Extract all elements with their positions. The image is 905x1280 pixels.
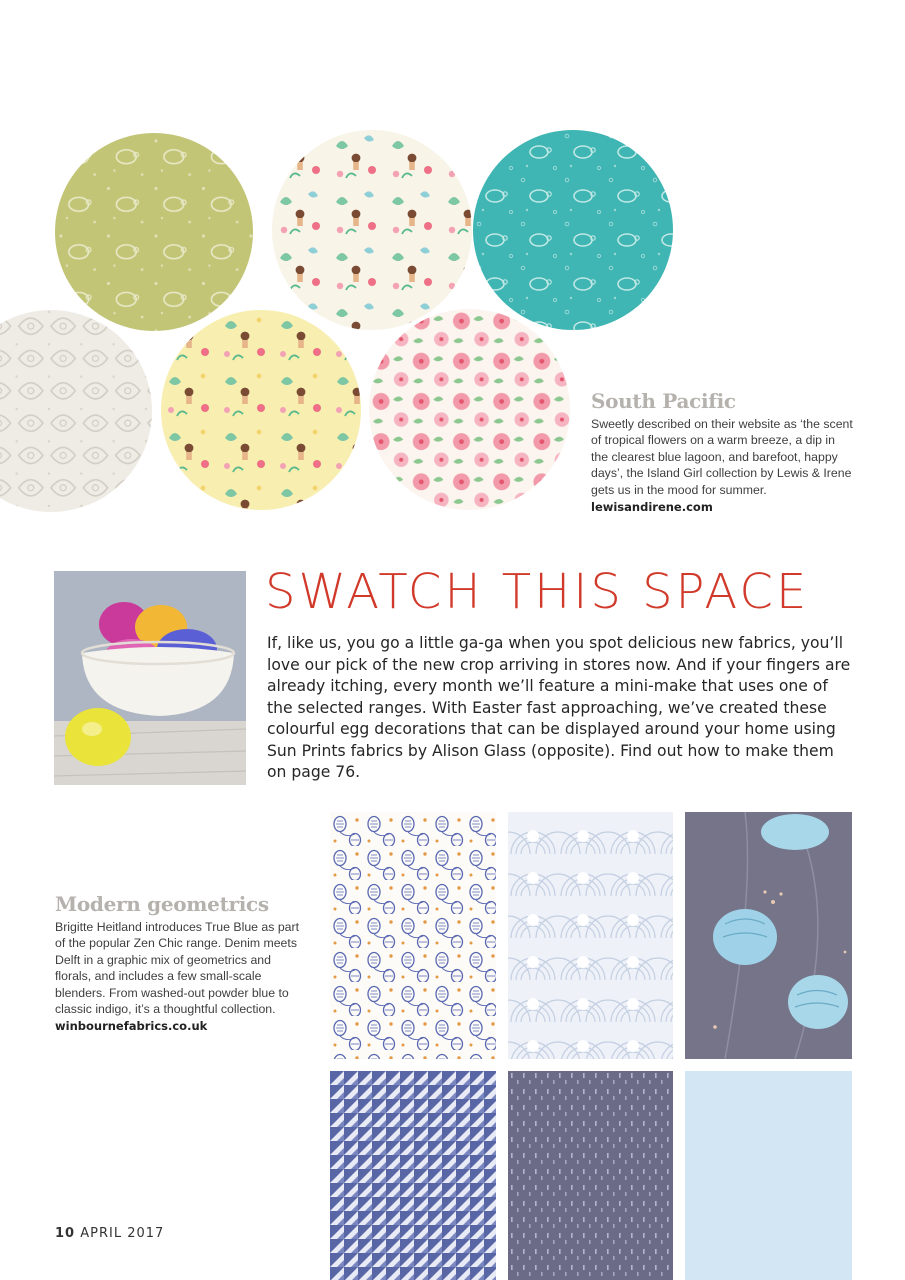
fabric-swatch-teal-turtle xyxy=(473,130,673,330)
issue-date: APRIL 2017 xyxy=(80,1226,165,1241)
modern-geometrics-caption xyxy=(55,892,305,1033)
fabric-swatch-pink-hibiscus xyxy=(369,309,570,510)
page-number: 10 xyxy=(55,1226,76,1241)
feature-intro: If, like us, you go a little ga-ga when you spot delicious new fabrics, you’ll love our pick of the new crop arriving in stores now. And if your fingers are already itching, every month we’ll feature a mini-make that uses one of the selected ranges. With Easter fast approaching, we’ve created these colourful egg decorations that can be displayed around your home using Sun Prints fabrics by Alison Glass (opposite). Find out how to make them on page 76. xyxy=(267,634,851,781)
page-folio xyxy=(55,1226,164,1241)
feature-headline: SWATCH THIS SPACE xyxy=(265,564,810,620)
fabric-swatch-olive-turtle xyxy=(55,133,253,331)
modern-geometrics-link[interactable]: winbournefabrics.co.uk xyxy=(55,1019,208,1034)
south-pacific-title: South Pacific xyxy=(591,389,736,413)
fabric-swatch-slate-dashes xyxy=(508,1071,673,1280)
modern-geometrics-title: Modern geometrics xyxy=(55,892,269,916)
south-pacific-text: Sweetly described on their website as ‘the scent of tropical flowers on a warm breeze, a dip in the clearest blue lagoon, and barefoot, happy days’, the Island Girl collection by Lewis & Irene gets us in the mood for summer. xyxy=(591,417,853,497)
fabric-swatch-grey-paisley xyxy=(0,310,152,512)
fabric-swatch-denim-triangles xyxy=(330,1071,496,1280)
fabric-swatch-blue-seedpod xyxy=(330,812,496,1059)
south-pacific-link[interactable]: lewisandirene.com xyxy=(591,500,713,515)
fabric-swatch-slate-floral xyxy=(685,812,852,1059)
fabric-swatch-yellow-island-girl xyxy=(161,310,361,510)
fabric-swatch-powder-blue xyxy=(685,1071,852,1280)
south-pacific-caption xyxy=(591,389,853,514)
easter-eggs-photo xyxy=(54,571,246,785)
fabric-swatch-cream-island-girl xyxy=(272,130,472,330)
fabric-swatch-pale-blue-arcs xyxy=(508,812,673,1059)
modern-geometrics-text: Brigitte Heitland introduces True Blue as part of the popular Zen Chic range. Denim meets Delft in a graphic mix of geometrics and florals, and includes a few small-scale blenders. From washed-out powder blue to classic indigo, it’s a thoughtful collection. xyxy=(55,920,300,1017)
